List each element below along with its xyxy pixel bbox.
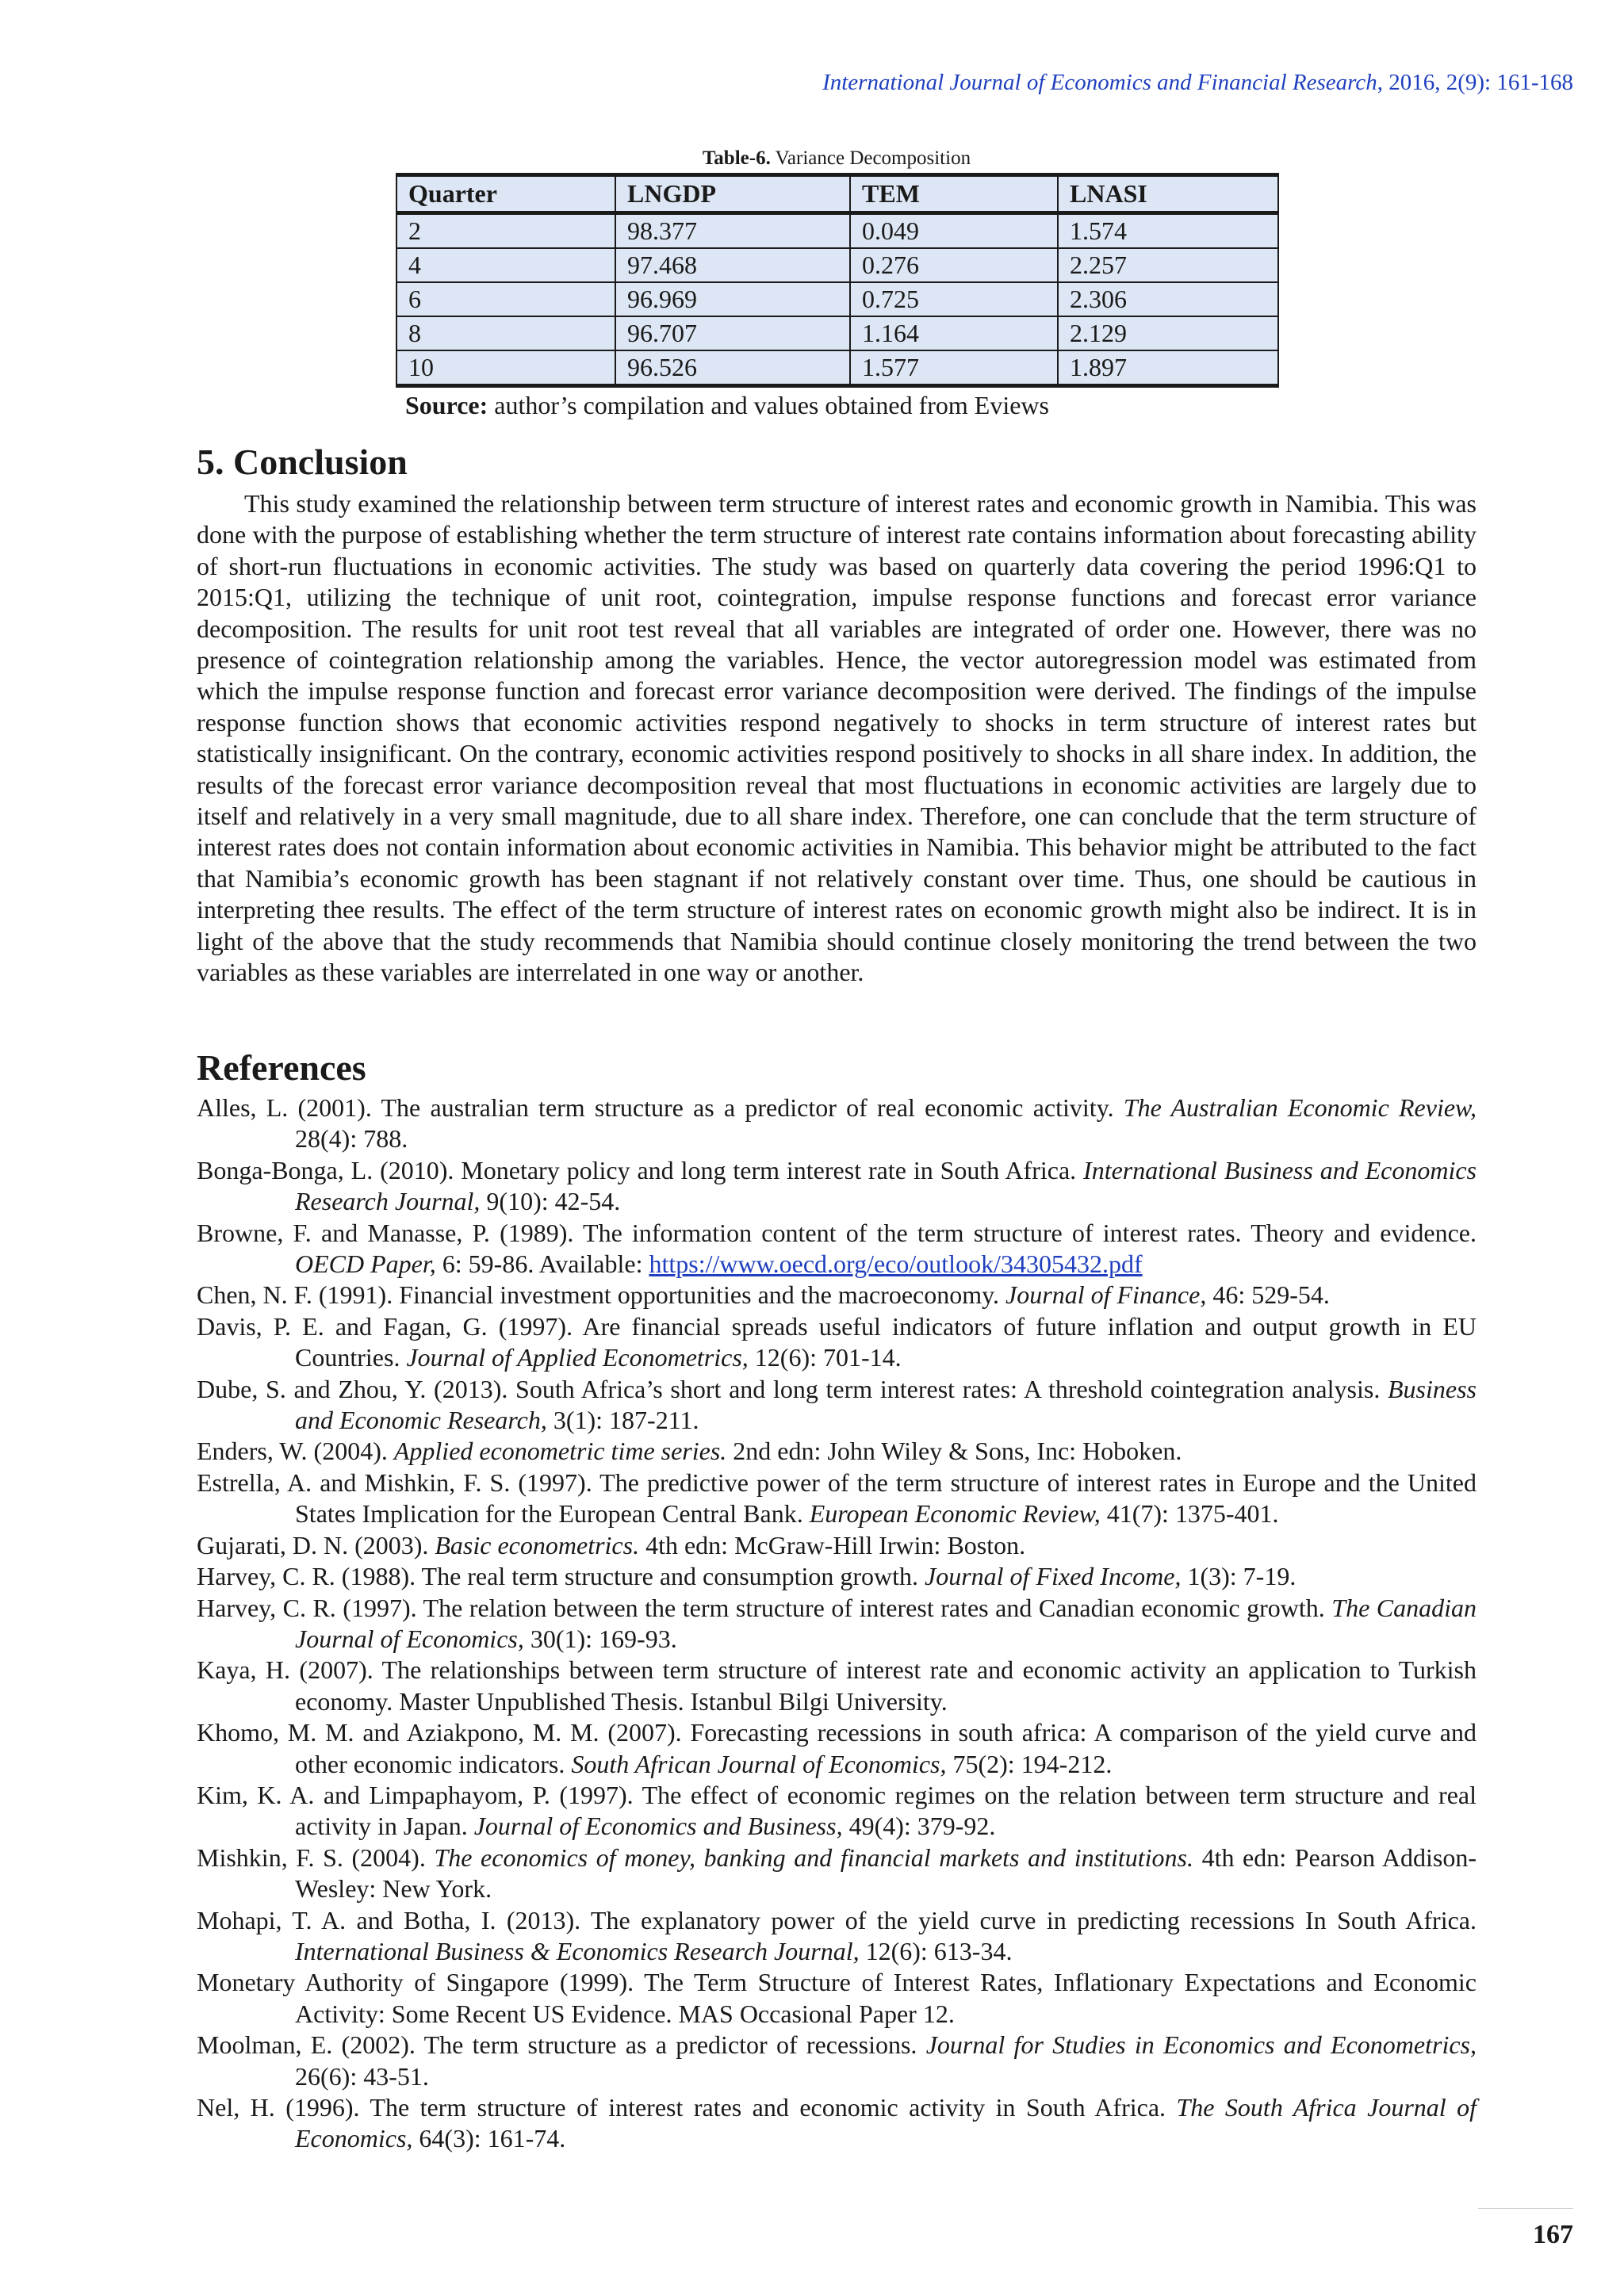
reference-item bbox=[197, 1530, 1477, 1561]
table-cell: 10 bbox=[396, 350, 615, 386]
reference-details: 4th edn: McGraw-Hill Irwin: Boston. bbox=[639, 1530, 1026, 1559]
reference-details: 75(2): 194-212. bbox=[946, 1749, 1113, 1778]
table-header-cell: TEM bbox=[850, 175, 1058, 213]
table-source-label: Source: bbox=[405, 391, 488, 419]
reference-text: Moolman, E. (2002). The term structure as a predictor of recessions. bbox=[197, 2030, 926, 2060]
table-row bbox=[396, 248, 1278, 282]
table-cell: 97.468 bbox=[615, 248, 850, 282]
table-cell: 98.377 bbox=[615, 213, 850, 249]
reference-item bbox=[197, 1843, 1477, 1905]
table-cell: 0.049 bbox=[850, 213, 1058, 249]
reference-source-title: International Business and Economics Research Journal, bbox=[295, 1155, 1477, 1216]
reference-details: 2nd edn: John Wiley & Sons, Inc: Hoboken. bbox=[726, 1437, 1182, 1466]
table-header-cell: LNGDP bbox=[615, 175, 850, 213]
page-number: 167 bbox=[1533, 2220, 1573, 2249]
reference-text: Monetary Authority of Singapore (1999). The Term Structure of Interest Rates, Inflationary Expectations and Economic Activity: Some Recent US Evidence. MAS Occasional Paper 12. bbox=[197, 1968, 1477, 2028]
reference-details: 30(1): 169-93. bbox=[523, 1624, 677, 1653]
reference-item bbox=[197, 1967, 1477, 2030]
reference-item bbox=[197, 1155, 1477, 1218]
reference-text: Browne, F. and Manasse, P. (1989). The information content of the term structure of interest rates. Theory and evidence. bbox=[197, 1218, 1477, 1247]
reference-item bbox=[197, 1905, 1477, 1968]
reference-details: 41(7): 1375-401. bbox=[1100, 1499, 1279, 1529]
table-header-row bbox=[396, 175, 1278, 213]
conclusion-heading: 5. Conclusion bbox=[197, 442, 408, 482]
reference-item bbox=[197, 1717, 1477, 1780]
table-source-text: author’s compilation and values obtained from Eviews bbox=[488, 391, 1049, 419]
table-cell: 0.276 bbox=[850, 248, 1058, 282]
reference-text: Dube, S. and Zhou, Y. (2013). South Africa’s short and long term interest rates: A threshold cointegration analysis. bbox=[197, 1374, 1388, 1403]
reference-item bbox=[197, 1218, 1477, 1280]
reference-text: Alles, L. (2001). The australian term structure as a predictor of real economic activity. bbox=[197, 1093, 1124, 1122]
journal-citation: , 2016, 2(9): 161-168 bbox=[1377, 70, 1573, 95]
reference-source-title: Applied econometric time series. bbox=[393, 1437, 727, 1466]
reference-source-title: International Business & Economics Research Journal, bbox=[295, 1936, 860, 1965]
table-cell: 2.129 bbox=[1058, 316, 1278, 350]
reference-source-title: Journal of Fixed Income, bbox=[925, 1562, 1182, 1591]
table-row bbox=[396, 282, 1278, 316]
reference-details: 64(3): 161-74. bbox=[412, 2124, 566, 2153]
reference-details: 4th edn: Pearson Addison-Wesley: New York. bbox=[295, 1843, 1477, 1904]
table-row bbox=[396, 316, 1278, 350]
reference-text: Kaya, H. (2007). The relationships between term structure of interest rate and economic activity an application to Turkish economy. Master Unpublished Thesis. Istanbul Bilgi University. bbox=[197, 1655, 1477, 1716]
footer-divider bbox=[1478, 2208, 1573, 2209]
reference-text: Gujarati, D. N. (2003). bbox=[197, 1530, 435, 1559]
reference-item bbox=[197, 1436, 1477, 1467]
table-cell: 6 bbox=[396, 282, 615, 316]
reference-source-title: South African Journal of Economics, bbox=[571, 1749, 947, 1778]
reference-source-title: The economics of money, banking and financial markets and institutions. bbox=[434, 1843, 1193, 1872]
reference-text: Harvey, C. R. (1988). The real term structure and consumption growth. bbox=[197, 1562, 925, 1591]
reference-item bbox=[197, 1780, 1477, 1843]
table-cell: 2.257 bbox=[1058, 248, 1278, 282]
reference-details: 3(1): 187-211. bbox=[546, 1406, 699, 1435]
reference-details: 12(6): 613-34. bbox=[859, 1936, 1013, 1965]
reference-item bbox=[197, 1374, 1477, 1437]
reference-item bbox=[197, 1561, 1477, 1592]
reference-text: Enders, W. (2004). bbox=[197, 1437, 394, 1466]
journal-name: International Journal of Economics and Financial Research bbox=[822, 70, 1377, 95]
table-cell: 8 bbox=[396, 316, 615, 350]
table-cell: 0.725 bbox=[850, 282, 1058, 316]
table-cell: 2 bbox=[396, 213, 615, 249]
variance-decomposition-table bbox=[396, 173, 1279, 388]
reference-text: Nel, H. (1996). The term structure of interest rates and economic activity in South Africa. bbox=[197, 2093, 1177, 2122]
reference-source-title: The Canadian Journal of Economics, bbox=[295, 1593, 1477, 1653]
reference-details: 9(10): 42-54. bbox=[480, 1187, 621, 1216]
reference-text: Harvey, C. R. (1997). The relation between the term structure of interest rates and Canadian economic growth. bbox=[197, 1593, 1332, 1622]
table-caption-text: Variance Decomposition bbox=[770, 147, 971, 169]
reference-source-title: Journal of Economics and Business, bbox=[473, 1812, 843, 1841]
reference-details: 28(4): 788. bbox=[295, 1124, 408, 1154]
reference-details: 6: 59-86. Available: bbox=[435, 1249, 649, 1279]
running-head bbox=[463, 70, 1573, 96]
reference-details: 12(6): 701-14. bbox=[748, 1343, 902, 1372]
table-row bbox=[396, 350, 1278, 386]
table-cell: 1.164 bbox=[850, 316, 1058, 350]
reference-item bbox=[197, 1311, 1477, 1374]
table-source-note bbox=[396, 391, 1277, 420]
reference-source-title: Basic econometrics. bbox=[435, 1530, 640, 1559]
table-cell: 4 bbox=[396, 248, 615, 282]
references-list bbox=[197, 1093, 1477, 2155]
reference-text: Chen, N. F. (1991). Financial investment opportunities and the macroeconomy. bbox=[197, 1280, 1006, 1310]
reference-item bbox=[197, 1655, 1477, 1717]
table-caption bbox=[396, 147, 1277, 170]
references-heading: References bbox=[197, 1047, 366, 1088]
reference-source-title: Journal of Finance, bbox=[1005, 1280, 1207, 1310]
reference-details: 1(3): 7-19. bbox=[1181, 1562, 1297, 1591]
reference-text: Estrella, A. and Mishkin, F. S. (1997). The predictive power of the term structure of interest rates in Europe and the United States Implication for the European Central Bank. bbox=[197, 1468, 1477, 1529]
table-cell: 1.574 bbox=[1058, 213, 1278, 249]
reference-source-title: Journal of Applied Econometrics, bbox=[406, 1343, 749, 1372]
reference-item bbox=[197, 1468, 1477, 1530]
reference-text: Davis, P. E. and Fagan, G. (1997). Are financial spreads useful indicators of future inflation and output growth in EU Countries. bbox=[197, 1311, 1477, 1372]
reference-source-title: Business and Economic Research, bbox=[295, 1374, 1477, 1435]
table-caption-label: Table-6. bbox=[702, 147, 771, 169]
table-cell: 96.969 bbox=[615, 282, 850, 316]
reference-source-title: The South Africa Journal of Economics, bbox=[295, 2093, 1477, 2153]
reference-text: Mohapi, T. A. and Botha, I. (2013). The explanatory power of the yield curve in predicting recessions In South Africa. bbox=[197, 1905, 1477, 1934]
reference-source-title: OECD Paper, bbox=[295, 1249, 436, 1279]
table-row bbox=[396, 213, 1278, 249]
reference-text: Bonga-Bonga, L. (2010). Monetary policy and long term interest rate in South Africa. bbox=[197, 1155, 1084, 1184]
table-header-cell: LNASI bbox=[1058, 175, 1278, 213]
reference-item bbox=[197, 2092, 1477, 2155]
reference-text: Khomo, M. M. and Aziakpono, M. M. (2007). Forecasting recessions in south africa: A comparison of the yield curve and other economic indicators. bbox=[197, 1718, 1477, 1778]
reference-details: 46: 529-54. bbox=[1206, 1280, 1330, 1310]
table-cell: 96.707 bbox=[615, 316, 850, 350]
table-cell: 96.526 bbox=[615, 350, 850, 386]
reference-item bbox=[197, 1093, 1477, 1155]
table-header-cell: Quarter bbox=[396, 175, 615, 213]
reference-source-title: Journal for Studies in Economics and Econometrics, bbox=[925, 2030, 1477, 2060]
table-cell: 1.577 bbox=[850, 350, 1058, 386]
conclusion-paragraph: This study examined the relationship between term structure of interest rates and economic growth in Namibia. This was done with the purpose of establishing whether the term structure of interest rate contains information about forecasting ability of short-run fluctuations in economic activities. The study was based on quarterly data covering the period 1996:Q1 to 2015:Q1, utilizing the technique of unit root, cointegration, impulse response functions and forecast error variance decomposition. The results for unit root test reveal that all variables are integrated of order one. However, there was no presence of cointegration relationship among the variables. Hence, the vector autoregression model was estimated from which the impulse response function and forecast error variance decomposition were derived. The findings of the impulse response function shows that economic activities respond negatively to shocks in term structure of interest rates but statistically insignificant. On the contrary, economic activities respond positively to shocks in all share index. In addition, the results of the forecast error variance decomposition reveal that most fluctuations in economic activities are largely due to itself and relatively in a very small magnitude, due to all share index. Therefore, one can conclude that the term structure of interest rates does not contain information about economic activities in Namibia. This behavior might be attributed to the fact that Namibia’s economic growth has been stagnant if not relatively constant over time. Thus, one should be cautious in interpreting thee results. The effect of the term structure of interest rates on economic growth might also be indirect. It is in light of the above that the study recommends that Namibia should continue closely monitoring the trend between the two variables as these variables are interrelated in one way or another. bbox=[197, 489, 1477, 987]
reference-item bbox=[197, 1280, 1477, 1311]
reference-item bbox=[197, 2030, 1477, 2092]
reference-link[interactable]: https://www.oecd.org/eco/outlook/34305432.pdf bbox=[649, 1249, 1143, 1279]
reference-item bbox=[197, 1593, 1477, 1655]
variance-decomposition-table-block bbox=[396, 147, 1277, 420]
reference-details: 26(6): 43-51. bbox=[295, 2061, 429, 2091]
reference-source-title: European Economic Review, bbox=[809, 1499, 1101, 1529]
reference-text: Mishkin, F. S. (2004). bbox=[197, 1843, 435, 1872]
table-cell: 2.306 bbox=[1058, 282, 1278, 316]
reference-text: Kim, K. A. and Limpaphayom, P. (1997). The effect of economic regimes on the relation between term structure and real activity in Japan. bbox=[197, 1780, 1477, 1841]
reference-source-title: The Australian Economic Review, bbox=[1123, 1093, 1477, 1122]
reference-details: 49(4): 379-92. bbox=[842, 1812, 996, 1841]
table-cell: 1.897 bbox=[1058, 350, 1278, 386]
